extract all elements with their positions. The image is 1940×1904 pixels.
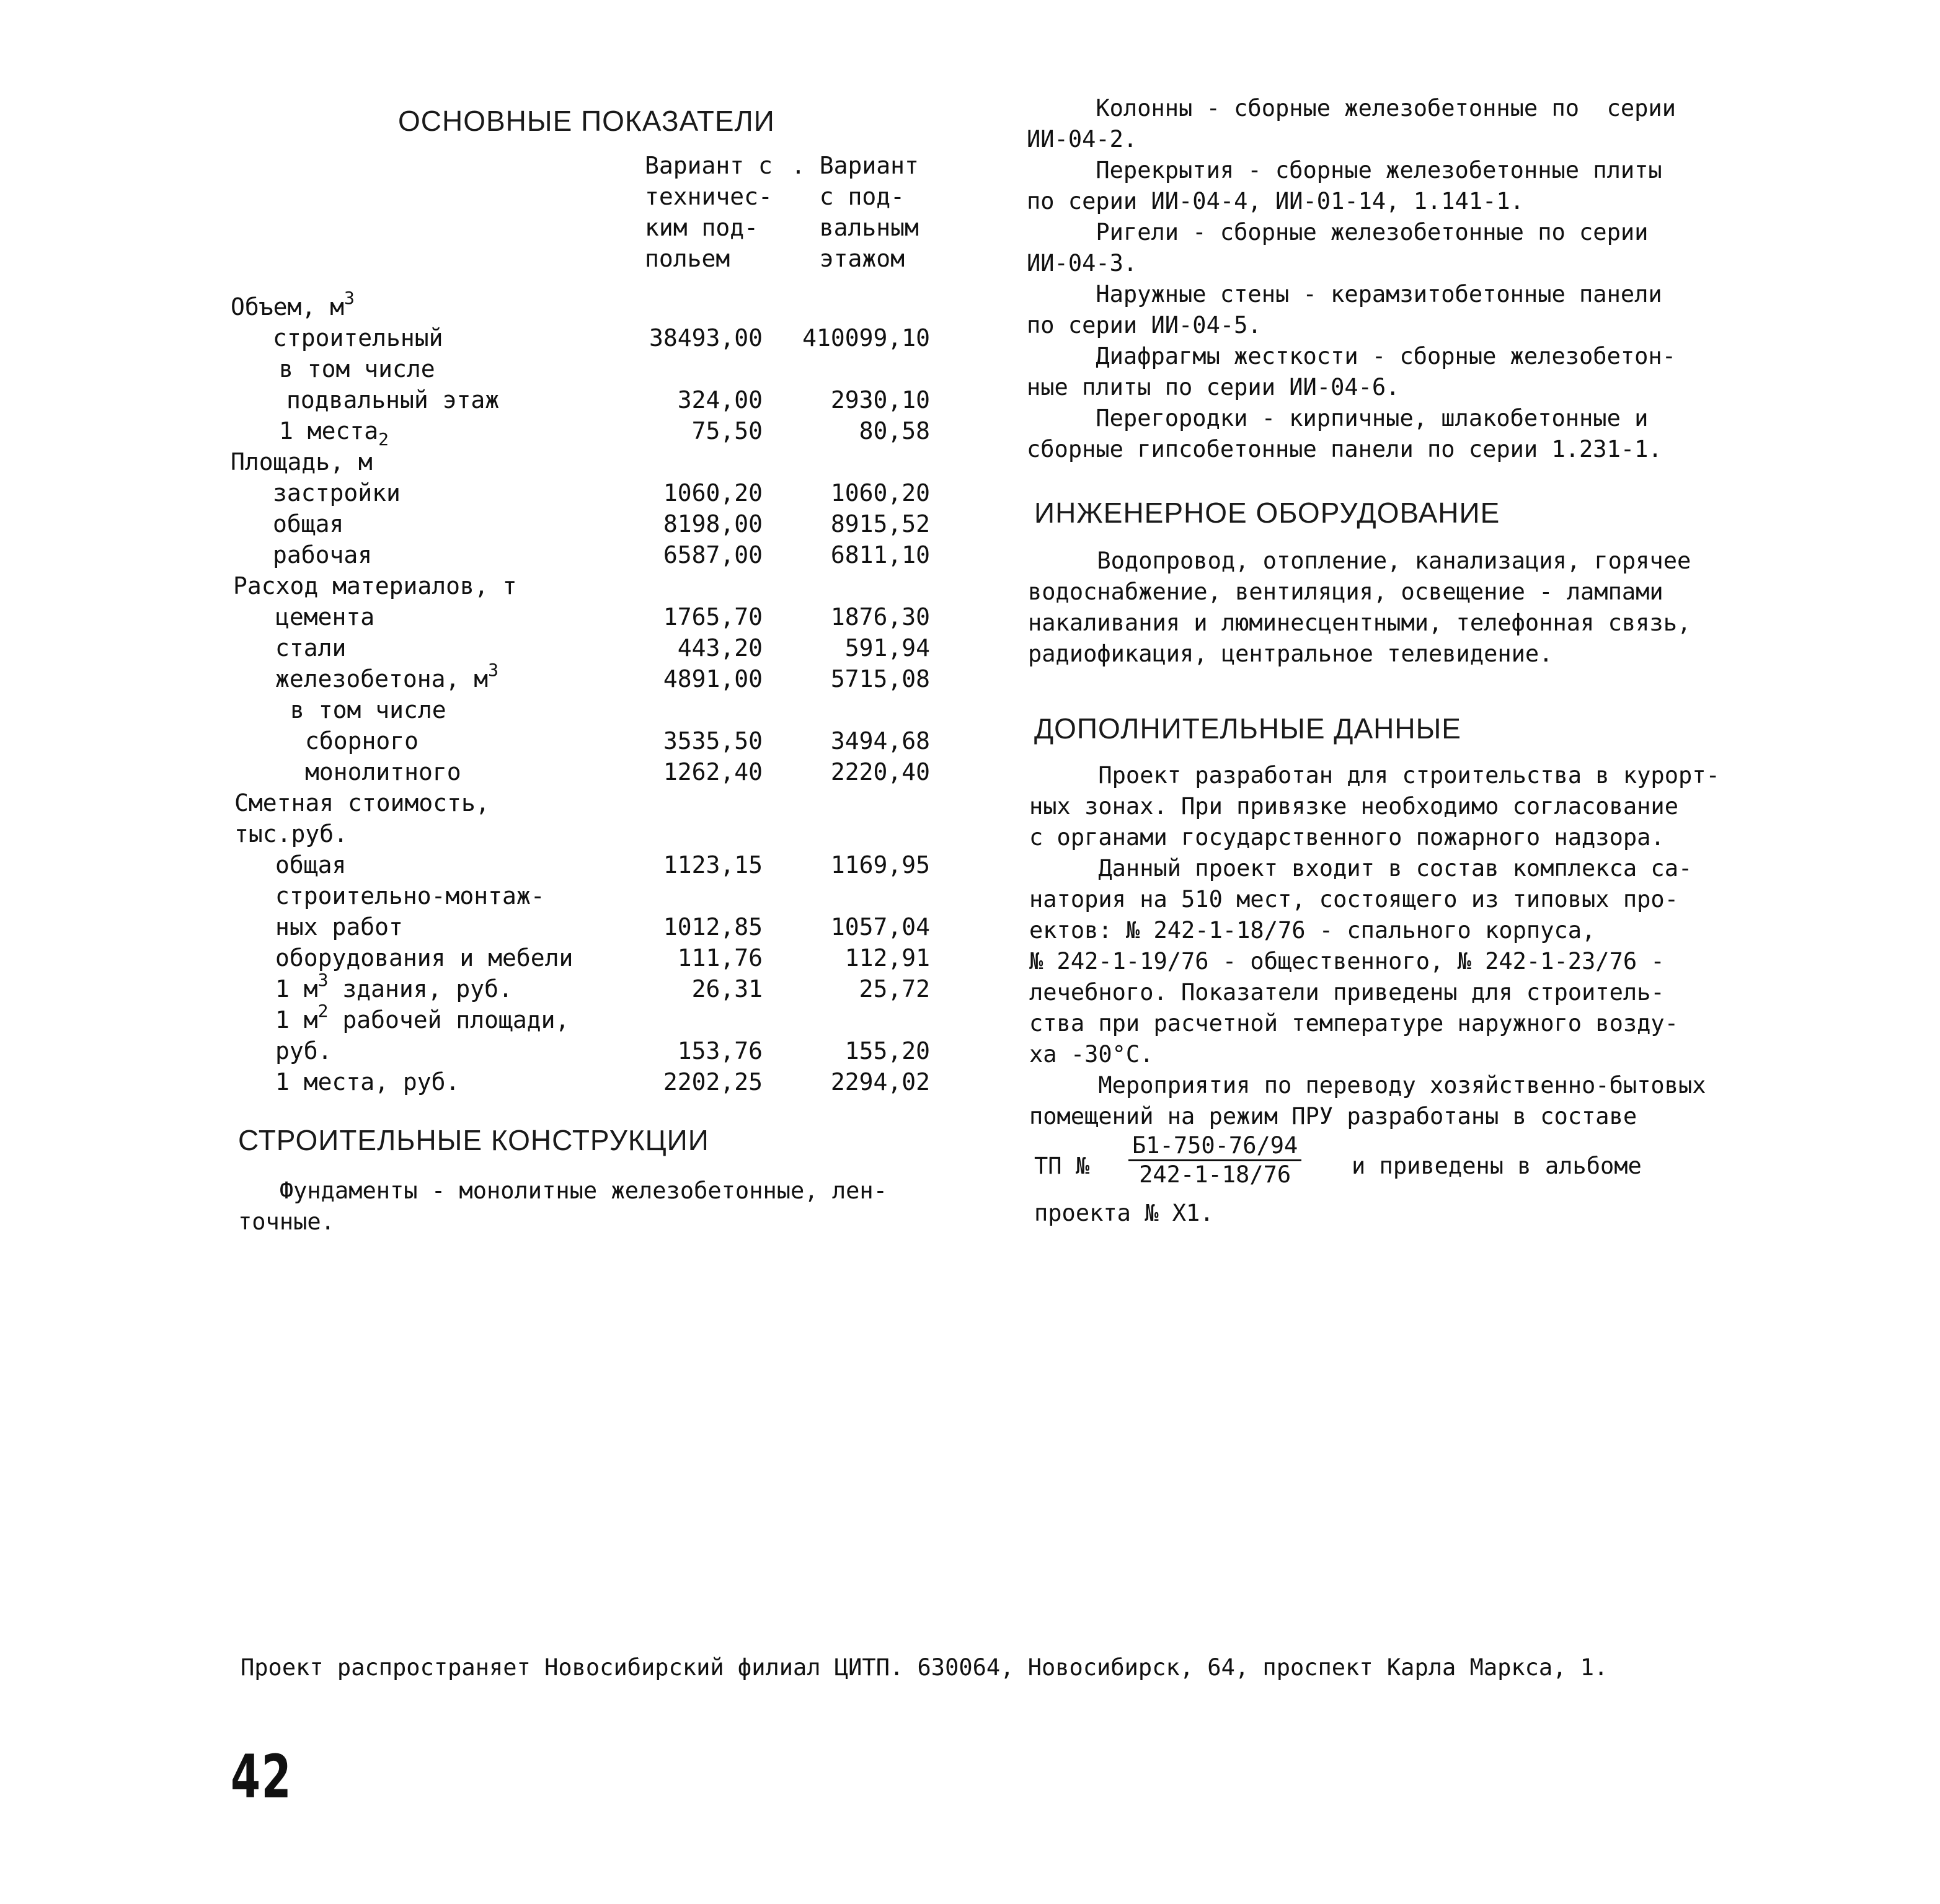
indicator-label: сборного — [305, 727, 419, 755]
album-text: и приведены в альбоме — [1352, 1153, 1642, 1179]
value-variant-2: 591,94 — [844, 634, 930, 662]
value-variant-2: 1060,20 — [830, 479, 930, 507]
value-variant-1: 3535,50 — [663, 727, 763, 755]
indicator-row — [0, 880, 967, 911]
indicator-label: Площадь, м — [231, 448, 373, 476]
structures-text: Колонны - сборные железобетонные по серии ИИ-04-2. Перекрытия - сборные железобетонные плиты по серии ИИ-04-4, ИИ-01-14, 1.141-1. Ригели - сборные железобетонные по серии ИИ-04-3. Наружные стены - керамзитобетонные панели по серии ИИ-04-5. Диафрагмы жесткости - сборные железобетон- ные плиты по серии ИИ-04-6. Перегородки - кирпичные, шлакобетонные и сборные гипсобетонные панели по серии 1.231-1. — [1027, 95, 1676, 463]
indicator-label: монолитного — [305, 758, 461, 786]
value-variant-1: 4891,00 — [663, 665, 763, 693]
indicator-row — [0, 818, 967, 849]
indicator-row — [0, 787, 967, 818]
value-variant-2: 112,91 — [844, 944, 930, 972]
value-variant-2: 1057,04 — [830, 913, 930, 941]
value-variant-2: 8915,52 — [830, 510, 930, 538]
indicator-row — [0, 322, 967, 353]
indicator-row — [0, 911, 967, 942]
indicator-row — [0, 756, 967, 787]
indicator-row — [0, 849, 967, 880]
indicator-row — [0, 1035, 967, 1066]
value-variant-1: 1123,15 — [663, 851, 763, 879]
value-variant-1: 2202,25 — [663, 1068, 763, 1096]
value-variant-2: 3494,68 — [830, 727, 930, 755]
indicator-label: 1 $м^3$ здания, руб. — [275, 970, 513, 1003]
indicator-row — [0, 477, 967, 508]
indicator-label: рабочая — [273, 541, 373, 569]
value-variant-1: 324,00 — [677, 386, 763, 414]
project-fraction — [1128, 1132, 1301, 1189]
value-variant-2: 1169,95 — [830, 851, 930, 879]
indicator-label: застройки — [273, 479, 401, 507]
indicator-label: железобетона, $м^3$ — [275, 660, 499, 693]
fraction-denominator: 242-1-18/76 — [1139, 1161, 1291, 1188]
indicator-label: цемента — [275, 603, 375, 631]
indicator-row — [0, 384, 967, 415]
indicator-label: 1 места, руб. — [275, 1068, 460, 1096]
indicator-label: Сметная стоимость, — [234, 789, 490, 817]
value-variant-2: 2294,02 — [830, 1068, 930, 1096]
column-header-variant-1: Вариант с техничес- ким под- польем — [645, 152, 773, 272]
indicator-row — [0, 601, 967, 632]
project-reference: проекта № Х1. — [1034, 1200, 1214, 1226]
indicator-row — [0, 1066, 967, 1097]
value-variant-2: 1876,30 — [830, 603, 930, 631]
indicator-label: ных работ — [275, 913, 403, 941]
value-variant-2: 410099,10 — [802, 324, 930, 352]
indicator-row — [0, 415, 967, 449]
additional-title: ДОПОЛНИТЕЛЬНЫЕ ДАННЫЕ — [1034, 712, 1461, 745]
indicator-row — [0, 1001, 967, 1035]
indicator-label: оборудования и мебели — [275, 944, 574, 972]
value-variant-1: 1765,70 — [663, 603, 763, 631]
indicator-label: 1 места$_2$ — [279, 417, 389, 449]
value-variant-2: 155,20 — [844, 1037, 930, 1065]
value-variant-2: 2220,40 — [830, 758, 930, 786]
indicator-row — [0, 725, 967, 756]
value-variant-2: 25,72 — [859, 975, 930, 1003]
engineering-text: Водопровод, отопление, канализация, горячее водоснабжение, вентиляция, освещение - лампами накаливания и люминесцентными, телефонная связь, радиофикация, центральное телевидение. — [1028, 547, 1691, 667]
value-variant-2: 6811,10 — [830, 541, 930, 569]
value-variant-1: 26,31 — [691, 975, 763, 1003]
value-variant-1: 153,76 — [677, 1037, 763, 1065]
value-variant-1: 1262,40 — [663, 758, 763, 786]
column-header-variant-2: . Вариант с под- вальным этажом — [791, 152, 919, 272]
indicator-row — [0, 570, 967, 601]
fraction-numerator: Б1-750-76/94 — [1128, 1132, 1301, 1161]
indicator-row — [0, 508, 967, 539]
indicator-row — [0, 970, 967, 1004]
indicator-label: руб. — [275, 1037, 332, 1065]
value-variant-1: 6587,00 — [663, 541, 763, 569]
value-variant-1: 443,20 — [677, 634, 763, 662]
value-variant-1: 75,50 — [691, 417, 763, 445]
page-number: 42 — [231, 1742, 293, 1812]
indicator-row — [0, 660, 967, 694]
value-variant-1: 1060,20 — [663, 479, 763, 507]
construction-title: СТРОИТЕЛЬНЫЕ КОНСТРУКЦИИ — [238, 1124, 709, 1156]
indicator-row — [0, 446, 967, 477]
value-variant-1: 111,76 — [677, 944, 763, 972]
indicator-label: в том числе — [290, 696, 446, 724]
indicator-row — [0, 694, 967, 725]
indicator-label: тыс.руб. — [234, 820, 348, 848]
indicator-row — [0, 632, 967, 663]
distributor-footer: Проект распространяет Новосибирский филиал ЦИТП. 630064, Новосибирск, 64, проспект Карла Маркса, 1. — [241, 1654, 1608, 1681]
indicator-row — [0, 539, 967, 570]
value-variant-1: 1012,85 — [663, 913, 763, 941]
indicator-label: общая — [273, 510, 344, 538]
indicator-label: Расход материалов, т — [233, 572, 517, 600]
construction-text: Фундаменты - монолитные железобетонные, лен- точные. — [238, 1177, 887, 1235]
indicator-label: стали — [275, 634, 347, 662]
indicator-label: строительный — [273, 324, 443, 352]
indicator-label: общая — [275, 851, 347, 879]
tp-label: ТП № — [1034, 1153, 1090, 1179]
value-variant-1: 38493,00 — [649, 324, 763, 352]
indicator-label: 1 $м^2$ рабочей площади, — [275, 1001, 570, 1034]
indicator-label: в том числе — [279, 355, 435, 383]
indicator-row — [0, 288, 967, 322]
value-variant-2: 80,58 — [859, 417, 930, 445]
engineering-title: ИНЖЕНЕРНОЕ ОБОРУДОВАНИЕ — [1034, 497, 1500, 529]
value-variant-2: 2930,10 — [830, 386, 930, 414]
indicator-row — [0, 942, 967, 973]
value-variant-1: 8198,00 — [663, 510, 763, 538]
additional-text: Проект разработан для строительства в курорт- ных зонах. При привязке необходимо согласование с органами государственного пожарного надзора. Данный проект входит в состав комплекса са- натория на 510 мест, состоящего из типовых про- ектов: № 242-1-18/76 - спального корпуса, № 242-1-19/76 - общественного, № 242-1-23/76 - лечебного. Показатели приведены для строитель- ства при расчетной температуре наружного возду- ха -30°С. Мероприятия по переводу хозяйственно-бытовых помещений на режим ПРУ разработаны в составе — [1029, 762, 1720, 1130]
indicator-label: строительно-монтаж- — [275, 882, 545, 910]
indicator-label: подвальный этаж — [286, 386, 500, 414]
indicator-row — [0, 353, 967, 384]
main-indicators-title: ОСНОВНЫЕ ПОКАЗАТЕЛИ — [398, 105, 775, 137]
indicator-label: Объем, $м^3$ — [231, 288, 355, 321]
value-variant-2: 5715,08 — [830, 665, 930, 693]
